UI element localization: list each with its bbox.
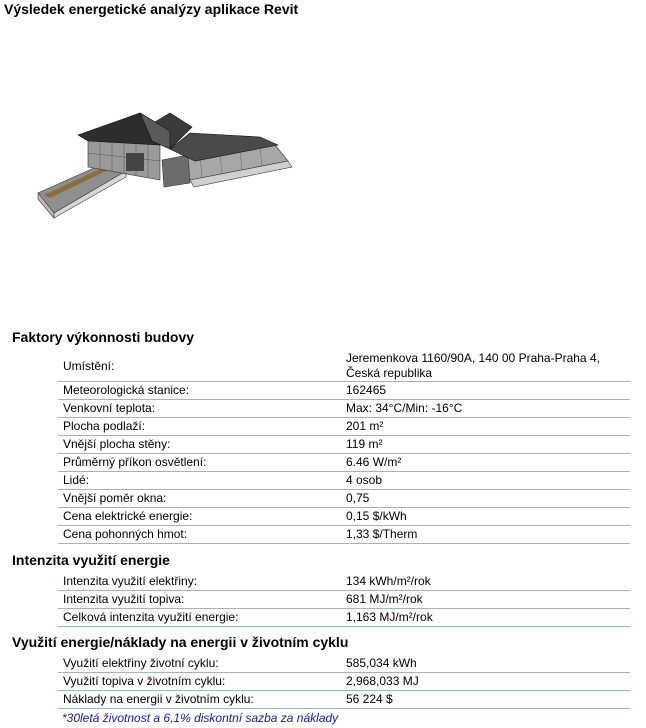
- row-value: 1,33 $/Therm: [341, 526, 630, 544]
- row-value: Jeremenkova 1160/90A, 140 00 Praha-Praha 4, Česká republika: [341, 350, 630, 382]
- table-row: [58, 400, 630, 418]
- section-title-intensity: Intenzita využití energie: [12, 552, 170, 568]
- row-label: Venkovní teplota:: [58, 400, 341, 418]
- row-label: Plocha podlaží:: [58, 418, 341, 436]
- performance-table: [58, 350, 630, 544]
- row-label: Umístění:: [58, 350, 341, 382]
- row-label: Lidé:: [58, 472, 341, 490]
- lifecycle-table: [58, 655, 630, 709]
- table-row: [58, 573, 630, 591]
- row-label: Celková intenzita využití energie:: [58, 609, 341, 627]
- row-label: Vnější poměr okna:: [58, 490, 341, 508]
- row-label: Cena elektrické energie:: [58, 508, 341, 526]
- row-value: 119 m²: [341, 436, 630, 454]
- row-label: Náklady na energii v životním cyklu:: [58, 691, 341, 709]
- row-value: 162465: [341, 382, 630, 400]
- table-row: [58, 436, 630, 454]
- row-label: Meteorologická stanice:: [58, 382, 341, 400]
- row-label: Průměrný příkon osvětlení:: [58, 454, 341, 472]
- table-row: [58, 350, 630, 382]
- row-value: 134 kWh/m²/rok: [341, 573, 630, 591]
- table-row: [58, 691, 630, 709]
- row-label: Intenzita využití elektřiny:: [58, 573, 341, 591]
- table-row: [58, 382, 630, 400]
- row-value: 2,968,033 MJ: [341, 673, 630, 691]
- row-value: 0,15 $/kWh: [341, 508, 630, 526]
- row-label: Vnější plocha stěny:: [58, 436, 341, 454]
- section-title-performance: Faktory výkonnosti budovy: [12, 329, 195, 345]
- table-row: [58, 526, 630, 544]
- row-value: Max: 34°C/Min: -16°C: [341, 400, 630, 418]
- table-row: [58, 454, 630, 472]
- row-value: 1,163 MJ/m²/rok: [341, 609, 630, 627]
- row-label: Cena pohonných hmot:: [58, 526, 341, 544]
- page-title: Výsledek energetické analýzy aplikace Revit: [4, 1, 299, 17]
- building-model-image: [30, 105, 300, 220]
- row-label: Využití elektřiny životní cyklu:: [58, 655, 341, 673]
- table-row: [58, 490, 630, 508]
- row-value: 0,75: [341, 490, 630, 508]
- row-label: Využití topiva v životním cyklu:: [58, 673, 341, 691]
- table-row: [58, 673, 630, 691]
- row-value: 681 MJ/m²/rok: [341, 591, 630, 609]
- row-label: Intenzita využití topiva:: [58, 591, 341, 609]
- table-row: [58, 591, 630, 609]
- row-value: 4 osob: [341, 472, 630, 490]
- row-value: 6.46 W/m²: [341, 454, 630, 472]
- row-value: 201 m²: [341, 418, 630, 436]
- section-title-lifecycle: Využití energie/náklady na energii v životním cyklu: [12, 634, 349, 650]
- table-row: [58, 655, 630, 673]
- intensity-table: [58, 573, 630, 627]
- table-row: [58, 508, 630, 526]
- row-value: 585,034 kWh: [341, 655, 630, 673]
- table-row: [58, 609, 630, 627]
- table-row: [58, 418, 630, 436]
- footnote: *30letá životnost a 6,1% diskontní sazba za náklady: [62, 711, 339, 725]
- table-row: [58, 472, 630, 490]
- row-value: 56 224 $: [341, 691, 630, 709]
